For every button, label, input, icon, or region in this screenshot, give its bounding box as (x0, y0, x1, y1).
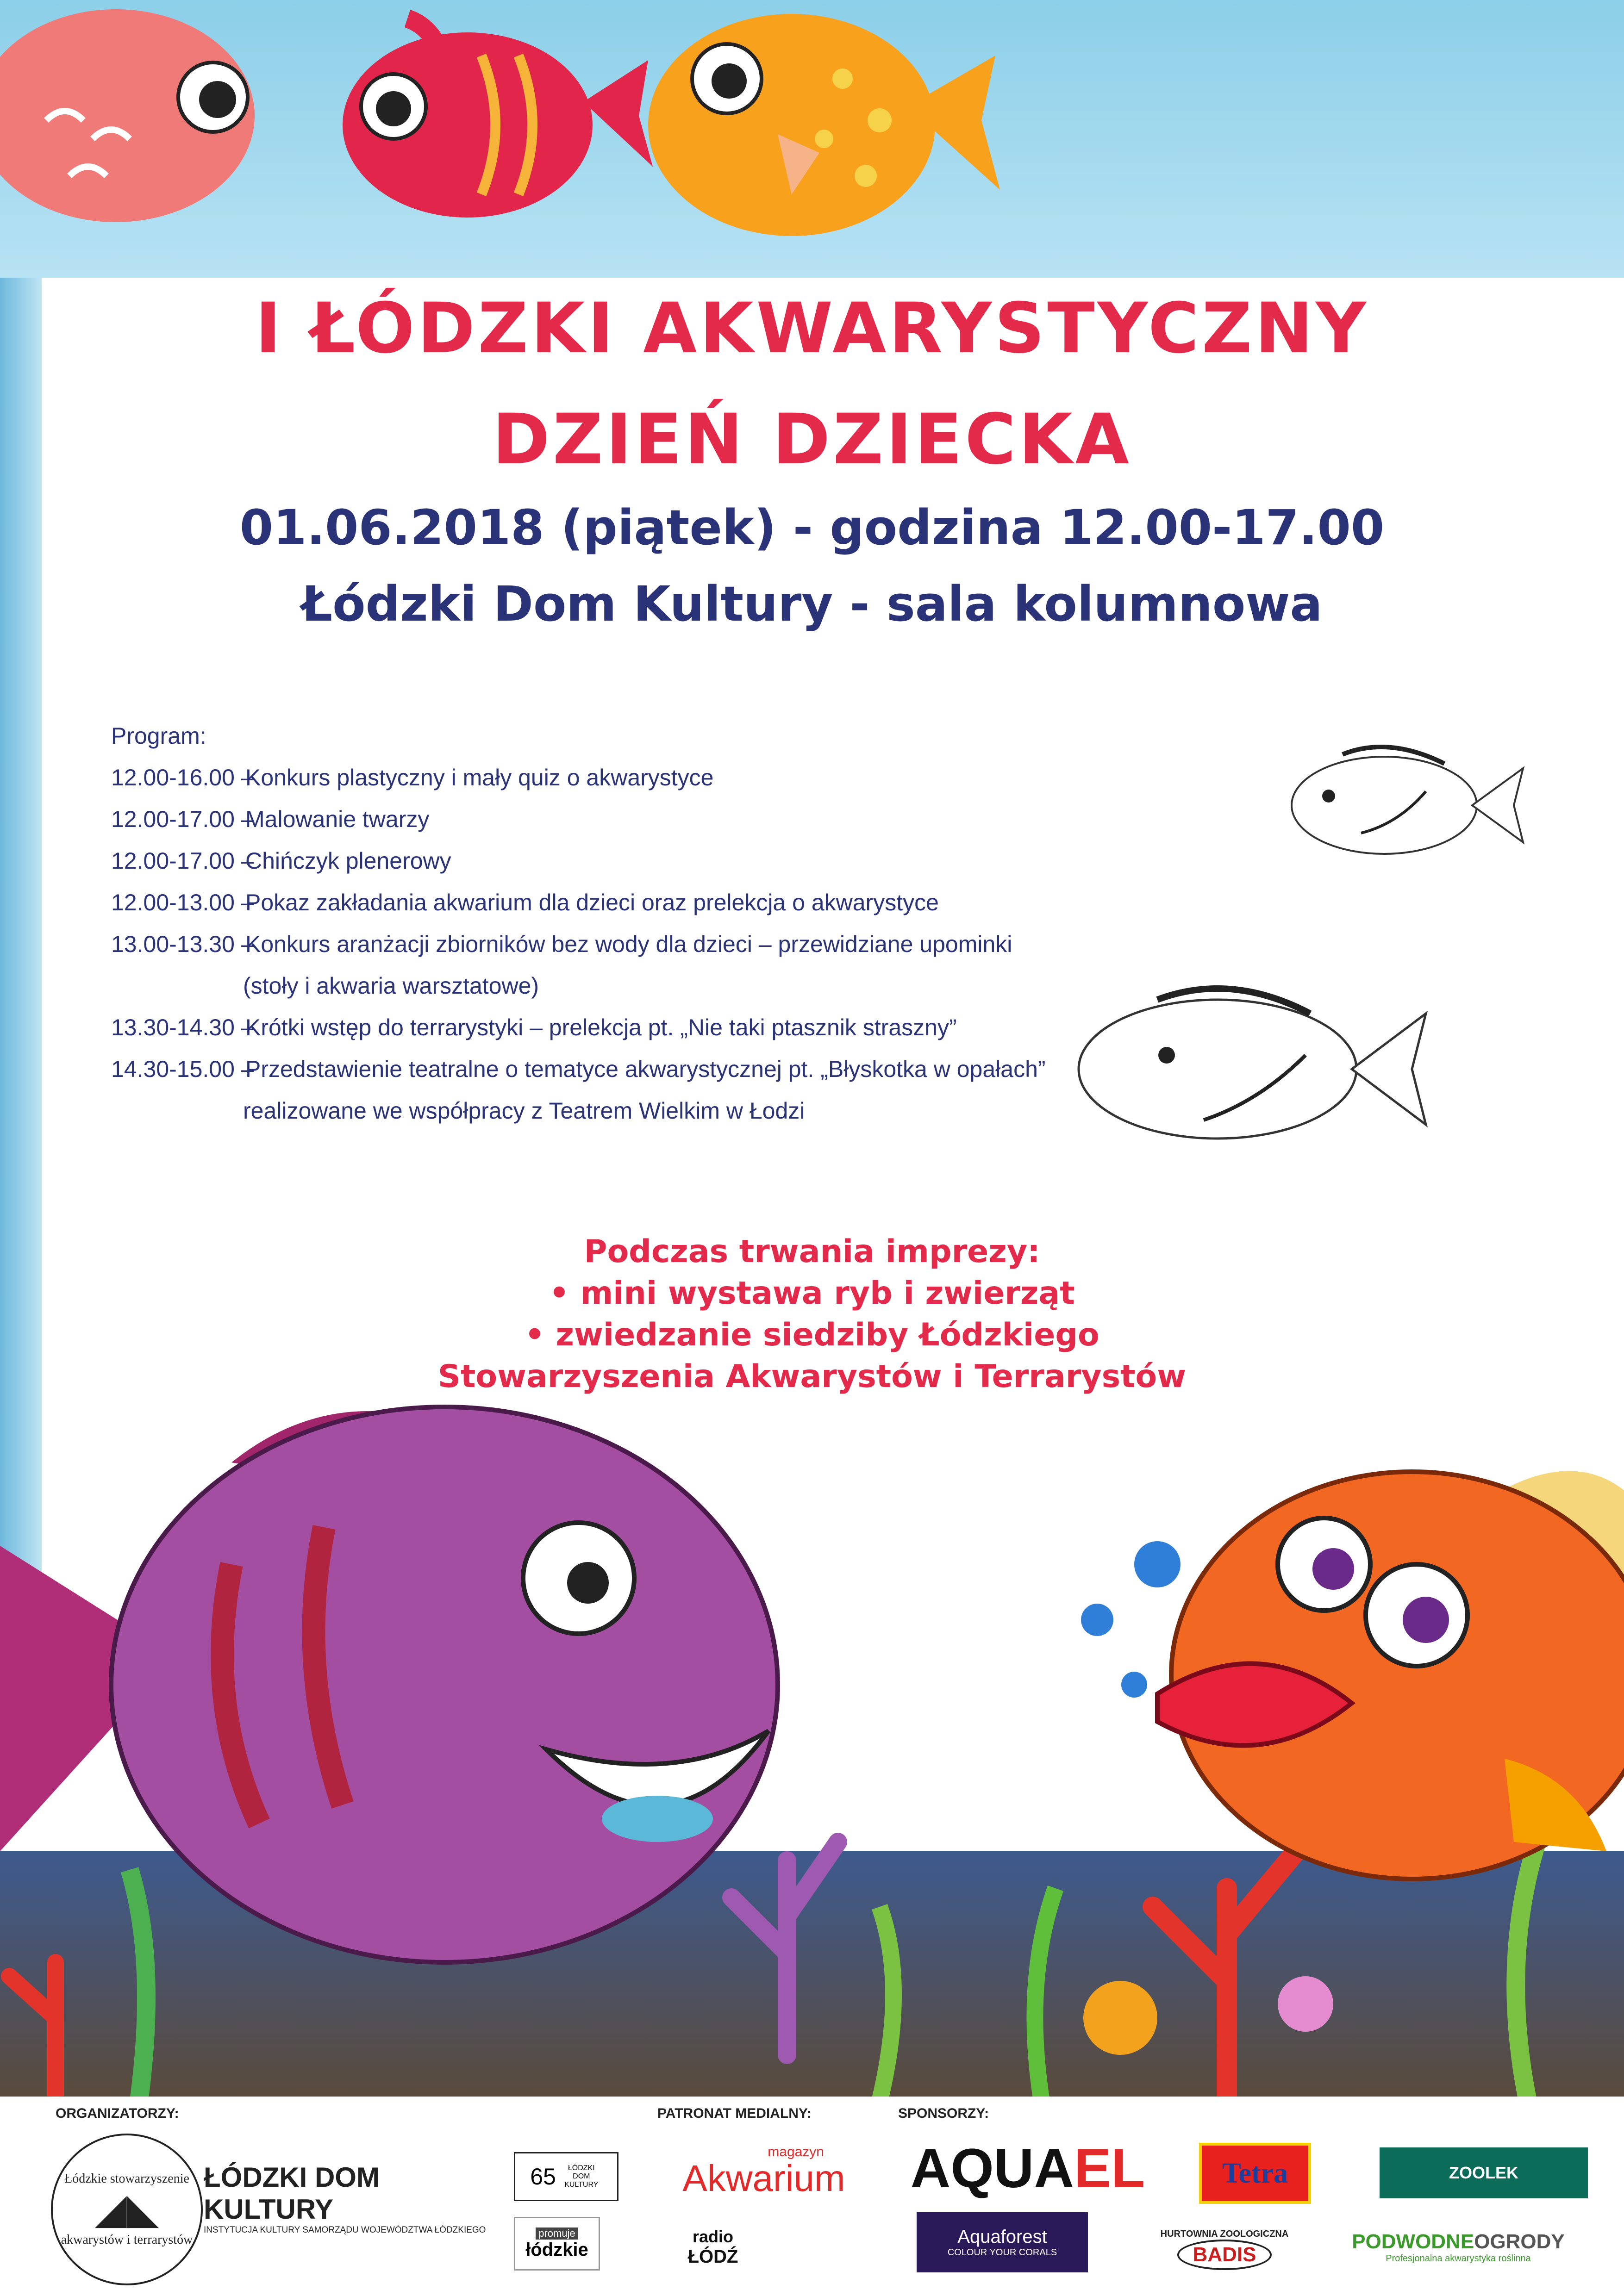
bottom-fish-scene (0, 1333, 1624, 2101)
program-item: 12.00-17.00 – Malowanie twarzy (111, 806, 430, 832)
radio-lodz-logo: radio ŁÓDŹ (687, 2227, 738, 2267)
program-item-continuation: (stoły i akwaria warsztatowe) (243, 973, 539, 999)
program-item: 12.00-13.00 – Pokaz zakładania akwarium dla dzieci oraz prelekcja o akwarystyce (111, 890, 939, 915)
program-item: 13.00-13.30 – Konkurs aranżacji zbiorników bez wody dla dzieci – przewidziane upominki (111, 931, 1012, 957)
pink-fish-illustration (0, 9, 255, 222)
program-item: 12.00-17.00 – Chińczyk plenerowy (111, 848, 451, 874)
aquael-logo: AQUA EL (910, 2137, 1145, 2199)
red-fish-illustration (343, 19, 653, 218)
promuje-lodzkie-logo: promuje łódzkie (514, 2217, 600, 2271)
zoolek-logo: ZOOLEK (1380, 2147, 1588, 2198)
event-title-line1: I ŁÓDZKI AKWARYSTYCZNY (255, 288, 1369, 369)
during-heading: Podczas trwania imprezy: (584, 1233, 1040, 1270)
orange-fish-illustration (1157, 1471, 1624, 1879)
aquaforest-logo: Aquaforest COLOUR YOUR CORALS (917, 2212, 1088, 2272)
program-item: 14.30-15.00 – Przedstawienie teatralne o tematyce akwarystycznej pt. „Błyskotka w opałach” (111, 1056, 1046, 1082)
ldk-logo: ŁÓDZKI DOM KULTURY INSTYTUCJA KULTURY SAMORZĄDU WOJEWÓDZTWA ŁÓDZKIEGO (204, 2162, 486, 2235)
program-heading: Program: (111, 723, 206, 749)
program-item: 12.00-16.00 – Konkurs plastyczny i mały quiz o akwarystyce (111, 765, 714, 790)
sketch-fish-large (1065, 972, 1435, 1166)
patron-label: PATRONAT MEDIALNY: (657, 2106, 812, 2121)
program-item-continuation: realizowane we współpracy z Teatrem Wielkim w Łodzi (243, 1098, 805, 1124)
event-title-line2: DZIEŃ DZIECKA (492, 399, 1132, 480)
during-bullet: • zwiedzanie siedziby Łódzkiego (525, 1317, 1099, 1353)
tetra-logo: Tetra (1199, 2143, 1311, 2204)
during-bullet: Stowarzyszenia Akwarystów i Terrarystów (437, 1358, 1187, 1395)
event-date-line: 01.06.2018 (piątek) - godzina 12.00-17.00 (239, 499, 1385, 556)
program-item: 13.30-14.30 – Krótki wstęp do terrarystyki – prelekcja pt. „Nie taki ptasznik straszny” (111, 1014, 957, 1040)
podwodne-ogrody-logo: PODWODNEOGRODY Profesjonalna akwarystyka roślinna (1352, 2230, 1565, 2264)
lsait-logo: Łódzkie stowarzyszenie ◢◣ akwarystów i terrarystów (51, 2134, 203, 2285)
organizers-label: ORGANIZATORZY: (56, 2106, 179, 2121)
fish-icon: ◢◣ (94, 2186, 159, 2232)
during-bullet: • mini wystawa ryb i zwierząt (549, 1275, 1075, 1312)
sponsors-label: SPONSORZY: (898, 2106, 989, 2121)
sketch-fish-small (1278, 736, 1537, 875)
purple-fish-illustration (0, 1407, 778, 1962)
bubble-icon (1134, 1541, 1181, 1587)
orange-fish-illustration (648, 14, 1000, 236)
badis-logo: HURTOWNIA ZOOLOGICZNA BADIS (1148, 2212, 1301, 2286)
akwarium-magazine-logo: magazyn Akwarium (682, 2144, 845, 2199)
ldk-65-logo: 65 ŁÓDZKI DOM KULTURY (514, 2152, 618, 2201)
top-fish-illustration (0, 0, 1111, 287)
program-section (111, 715, 1083, 1132)
event-venue-line: Łódzki Dom Kultury - sala kolumnowa (301, 576, 1323, 632)
